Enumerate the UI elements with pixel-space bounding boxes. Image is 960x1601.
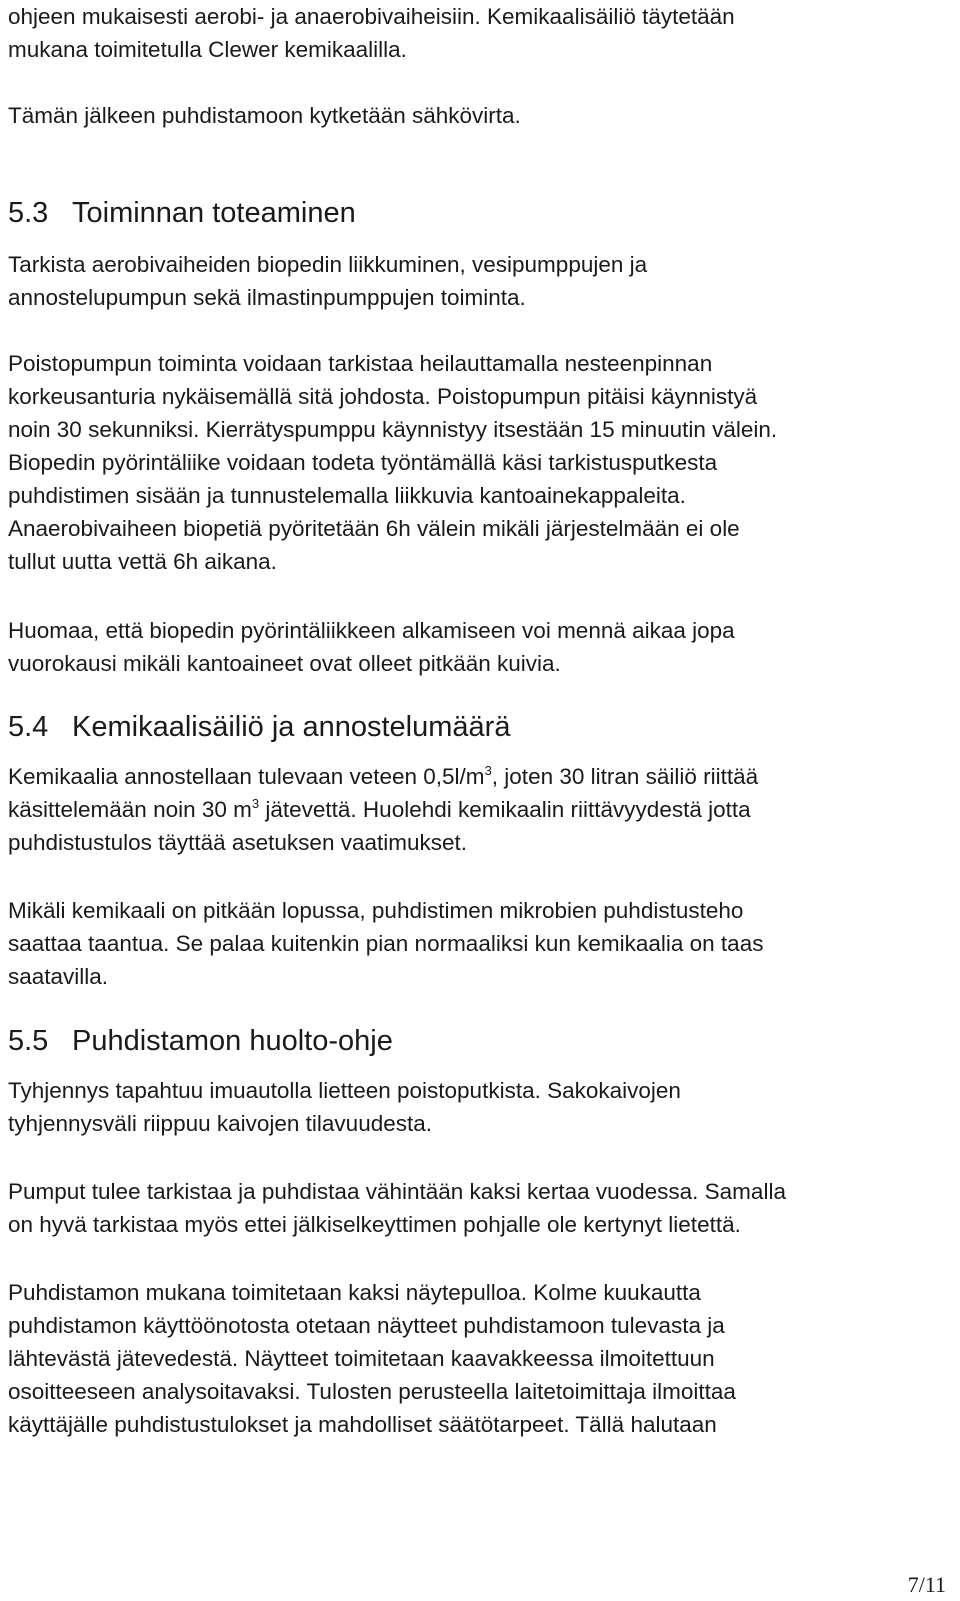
- paragraph-line: puhdistamon käyttöönotosta otetaan näytteet puhdistamoon tulevasta ja: [8, 1313, 725, 1338]
- text-run: jätevettä. Huolehdi kemikaalin riittävyydestä jotta: [259, 797, 751, 822]
- intro-line-2: mukana toimitetulla Clewer kemikaalilla.: [8, 37, 407, 62]
- text-run: käsittelemään noin 30 m: [8, 797, 252, 822]
- paragraph-line: korkeusanturia nykäisemällä sitä johdosta. Poistopumpun pitäisi käynnistyä: [8, 384, 758, 409]
- heading-5-3: [8, 199, 356, 228]
- intro-line-1: ohjeen mukaisesti aerobi- ja anaerobivaiheisiin. Kemikaalisäiliö täytetään: [8, 4, 735, 29]
- heading-number: 5.4: [8, 711, 49, 743]
- paragraph-line: [8, 763, 759, 789]
- paragraph-line: Poistopumpun toiminta voidaan tarkistaa heilauttamalla nesteenpinnan: [8, 351, 713, 376]
- heading-title: Kemikaalisäiliö ja annostelumäärä: [72, 711, 511, 743]
- paragraph-line: tyhjennysväli riippuu kaivojen tilavuudesta.: [8, 1111, 432, 1136]
- paragraph-line: puhdistimen sisään ja tunnustelemalla liikkuvia kantoainekappaleita.: [8, 483, 686, 508]
- paragraph-line: noin 30 sekunniksi. Kierrätyspumppu käynnistyy itsestään 15 minuutin välein.: [8, 417, 778, 442]
- intro-line-3: Tämän jälkeen puhdistamoon kytketään sähkövirta.: [8, 103, 521, 128]
- paragraph-line: Tyhjennys tapahtuu imuautolla lietteen poistoputkista. Sakokaivojen: [8, 1078, 681, 1103]
- heading-number: 5.5: [8, 1025, 49, 1057]
- superscript: 3: [484, 763, 492, 778]
- heading-title: Puhdistamon huolto-ohje: [72, 1025, 393, 1057]
- heading-5-4: [8, 713, 510, 742]
- heading-title: Toiminnan toteaminen: [72, 197, 356, 229]
- paragraph-line: tullut uutta vettä 6h aikana.: [8, 549, 277, 574]
- text-run: , joten 30 litran säiliö riittää: [491, 764, 759, 789]
- paragraph-line: saatavilla.: [8, 964, 109, 989]
- paragraph-line: saattaa taantua. Se palaa kuitenkin pian normaaliksi kun kemikaalia on taas: [8, 931, 764, 956]
- paragraph-line: puhdistustulos täyttää asetuksen vaatimukset.: [8, 830, 468, 855]
- paragraph-line: annostelupumpun sekä ilmastinpumppujen toiminta.: [8, 285, 526, 310]
- text-run: Kemikaalia annostellaan tulevaan veteen 0,5l/m: [8, 764, 485, 789]
- paragraph-line: lähtevästä jätevedestä. Näytteet toimitetaan kaavakkeessa ilmoitettuun: [8, 1346, 715, 1371]
- paragraph-line: Puhdistamon mukana toimitetaan kaksi näytepulloa. Kolme kuukautta: [8, 1280, 701, 1305]
- paragraph-line: Huomaa, että biopedin pyörintäliikkeen alkamiseen voi mennä aikaa jopa: [8, 618, 735, 643]
- paragraph-line: osoitteeseen analysoitavaksi. Tulosten perusteella laitetoimittaja ilmoittaa: [8, 1379, 736, 1404]
- heading-5-5: [8, 1027, 393, 1056]
- paragraph-line: Tarkista aerobivaiheiden biopedin liikkuminen, vesipumppujen ja: [8, 252, 648, 277]
- paragraph-line: Biopedin pyörintäliike voidaan todeta työntämällä käsi tarkistusputkesta: [8, 450, 718, 475]
- superscript: 3: [251, 796, 260, 811]
- paragraph-line: on hyvä tarkistaa myös ettei jälkiselkeyttimen pohjalle ole kertynyt lietettä.: [8, 1212, 741, 1237]
- paragraph-line: käyttäjälle puhdistustulokset ja mahdolliset säätötarpeet. Tällä halutaan: [8, 1412, 717, 1437]
- paragraph-line: Anaerobivaiheen biopetiä pyöritetään 6h välein mikäli järjestelmään ei ole: [8, 516, 740, 541]
- paragraph-line: [8, 796, 751, 822]
- paragraph-line: Pumput tulee tarkistaa ja puhdistaa vähintään kaksi kertaa vuodessa. Samalla: [8, 1179, 786, 1204]
- paragraph-line: Mikäli kemikaali on pitkään lopussa, puhdistimen mikrobien puhdistusteho: [8, 898, 744, 923]
- page-number: 7/11: [907, 1572, 946, 1597]
- paragraph-line: vuorokausi mikäli kantoaineet ovat olleet pitkään kuivia.: [8, 651, 561, 676]
- heading-number: 5.3: [8, 197, 49, 229]
